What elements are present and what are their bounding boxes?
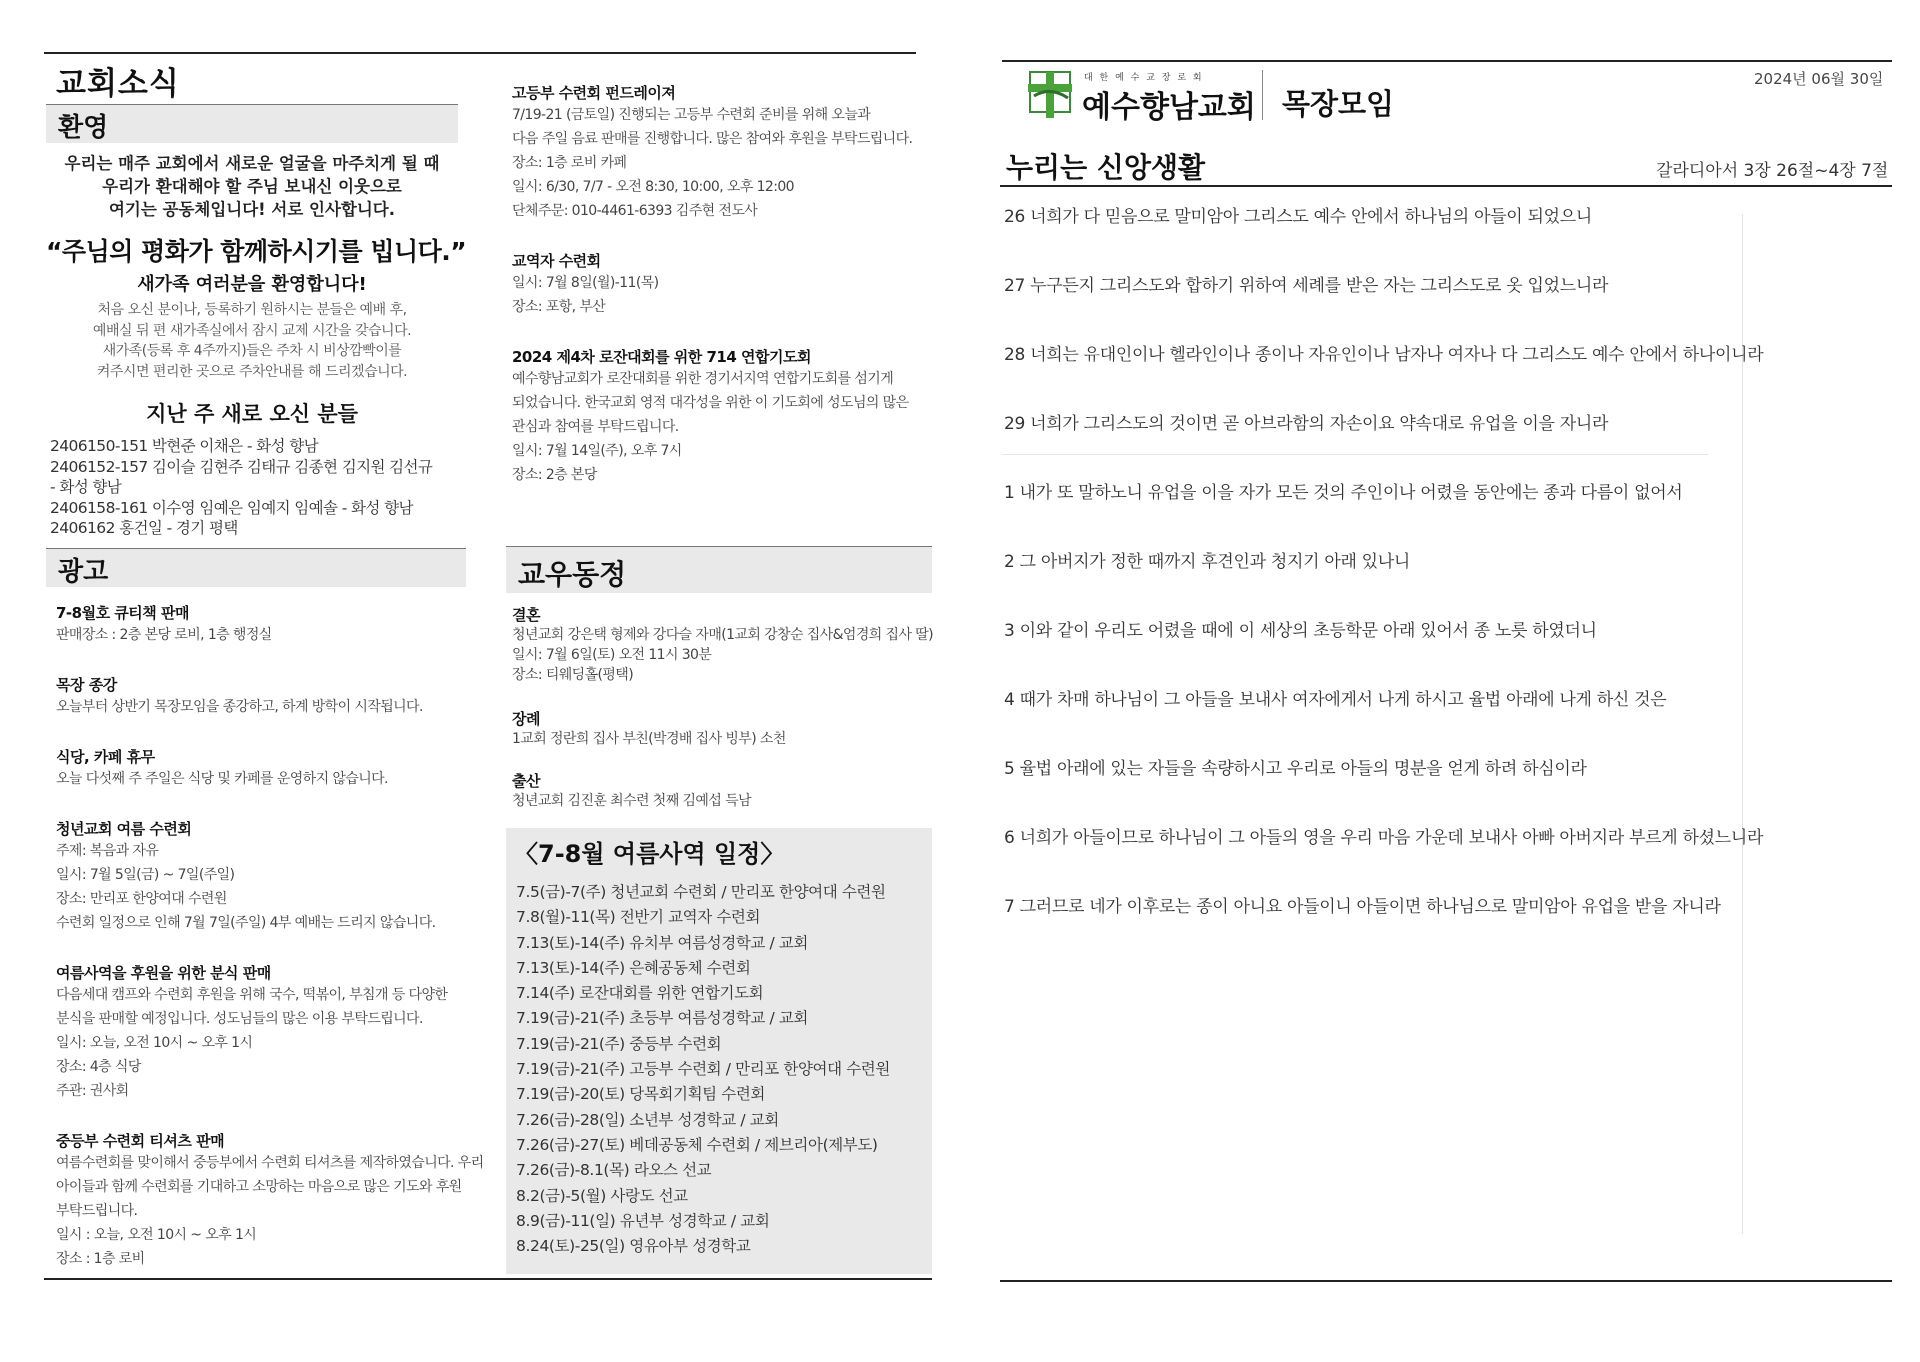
ad-line: 장소: 4층 식당 (56, 1059, 141, 1075)
schedule-box (506, 828, 932, 1274)
bulletin-date: 2024년 06월 30일 (1754, 70, 1884, 88)
newcomer-welcome-heading: 새가족 여러분을 환영합니다! (137, 274, 367, 295)
welcome-header (46, 104, 458, 143)
ad-line: 아이들과 함께 수련회를 기대하고 소망하는 마음으로 많은 기도와 후원 (56, 1179, 462, 1195)
notice-line: 7/19-21 (금토일) 진행되는 고등부 수련회 준비를 위해 오늘과 (512, 107, 871, 123)
news-title: 장례 (512, 710, 540, 728)
newcomer-info (46, 300, 458, 382)
ad-line: 분식을 판매할 예정입니다. 성도님들의 많은 이용 부탁드립니다. (56, 1011, 423, 1027)
schedule-item: 7.13(토)-14(주) 유치부 여름성경학교 / 교회 (516, 933, 808, 952)
newcomer-entry: 2406162 홍건일 - 경기 평택 (50, 519, 238, 537)
ad-title: 중등부 수련회 티셔츠 판매 (56, 1132, 225, 1150)
schedule-item: 7.13(토)-14(주) 은혜공동체 수련회 (516, 958, 751, 977)
ad-title: 식당, 카페 휴무 (56, 748, 155, 766)
notice-line: 관심과 참여를 부탁드립니다. (512, 419, 679, 435)
verse-line: 3 이와 같이 우리도 어렸을 때에 이 세상의 초등학문 아래 있어서 종 노릇 하였더니 (1004, 621, 1597, 641)
notice-item (512, 346, 909, 487)
ad-item (56, 1130, 484, 1271)
ad-line: 수련회 일정으로 인해 7월 7일(주일) 4부 예배는 드리지 않습니다. (56, 915, 436, 931)
section-title: 목장모임 (1282, 87, 1395, 121)
schedule-item: 7.19(금)-20(토) 당목회기획팀 수련회 (516, 1085, 765, 1104)
title-rule (1000, 185, 1892, 187)
schedule-item: 7.19(금)-21(주) 중등부 수련회 (516, 1034, 722, 1053)
newcomers-list (50, 436, 432, 539)
schedule-item: 7.19(금)-21(주) 초등부 여름성경학교 / 교회 (516, 1009, 808, 1028)
ad-line: 오늘 다섯째 주 주일은 식당 및 카페를 운영하지 않습니다. (56, 771, 388, 787)
news-line: 일시: 7월 6일(토) 오전 11시 30분 (512, 647, 712, 663)
schedule-item: 7.26(금)-8.1(목) 라오스 선교 (516, 1161, 712, 1180)
ad-line: 판매장소 : 2층 본당 로비, 1층 행정실 (56, 627, 272, 643)
denomination-label: 대 한 예 수 교 장 로 회 (1084, 73, 1204, 83)
welcome-heading: 환영 (58, 113, 109, 143)
schedule-list (516, 880, 890, 1259)
notice-line: 장소: 포항, 부산 (512, 299, 606, 315)
ad-line: 부탁드립니다. (56, 1203, 138, 1219)
schedule-item: 7.14(주) 로잔대회를 위한 연합기도회 (516, 984, 764, 1003)
news-heading: 교우동정 (518, 558, 627, 591)
ad-line: 장소 : 1층 로비 (56, 1251, 145, 1267)
peace-quote: “주님의 평화가 함께하시기를 빕니다.” (46, 237, 467, 266)
bottom-rule-left (44, 1278, 932, 1280)
church-name: 예수향남교회 (1082, 90, 1256, 125)
notice-line: 장소: 1층 로비 카페 (512, 155, 627, 171)
church-news-title: 교회소식 (56, 66, 180, 102)
schedule-item: 7.8(월)-11(목) 전반기 교역자 수련회 (516, 908, 761, 927)
ad-item (56, 674, 423, 719)
schedule-heading: 〈7-8월 여름사역 일정〉 (514, 840, 785, 868)
verse-separator (1002, 454, 1708, 455)
newcomers-title: 지난 주 새로 오신 분들 (146, 402, 358, 426)
notice-line: 일시: 6/30, 7/7 - 오전 8:30, 10:00, 오후 12:00 (512, 179, 794, 195)
ad-title: 여름사역을 후원을 위한 분식 판매 (56, 964, 271, 982)
notice-line: 일시: 7월 14일(주), 오후 7시 (512, 443, 682, 459)
ad-item (56, 602, 272, 647)
notice-item (512, 82, 912, 223)
notice-line: 일시: 7월 8일(월)-11(목) (512, 275, 659, 291)
schedule-item: 7.26(금)-28(일) 소년부 성경학교 / 교회 (516, 1110, 779, 1129)
ads-heading: 광고 (58, 557, 109, 587)
ad-title: 목장 종강 (56, 676, 117, 694)
scripture-reference: 갈라디아서 3장 26절~4장 7절 (1656, 161, 1889, 181)
notice-line: 다음 주일 음료 판매를 진행합니다. 많은 참여와 후원을 부탁드립니다. (512, 131, 913, 147)
notice-title: 2024 제4차 로잔대회를 위한 714 연합기도회 (512, 348, 811, 366)
news-item (512, 708, 786, 749)
top-rule (44, 52, 916, 54)
verse-line: 1 내가 또 말하노니 유업을 이을 자가 모든 것의 주인이나 어렸을 동안에는 종과 다름이 없어서 (1004, 483, 1683, 503)
news-line: 장소: 티웨딩홀(평택) (512, 667, 634, 683)
news-item (512, 770, 751, 811)
verse-line: 27 누구든지 그리스도와 합하기 위하여 세례를 받은 자는 그리스도로 옷 입었느니라 (1004, 276, 1609, 296)
schedule-item: 8.24(토)-25(일) 영유아부 성경학교 (516, 1237, 751, 1256)
verse-line: 28 너희는 유대인이나 헬라인이나 종이나 자유인이나 남자나 여자나 다 그리스도 예수 안에서 하나이니라 (1004, 345, 1764, 365)
notice-line: 되었습니다. 한국교회 영적 대각성을 위한 이 기도회에 성도님의 많은 (512, 395, 909, 411)
ad-item (56, 962, 447, 1103)
newcomer-entry: - 화성 향남 (50, 478, 122, 496)
sermon-title: 누리는 신앙생활 (1006, 151, 1206, 184)
news-item (512, 604, 933, 685)
newcomer-entry: 2406152-157 김이슬 김현주 김태규 김종현 김지원 김선규 (50, 457, 433, 476)
info-line: 켜주시면 편리한 곳으로 주차안내를 해 드리겠습니다. (96, 363, 408, 380)
verse-line: 7 그러므로 네가 이후로는 종이 아니요 아들이니 아들이면 하나님으로 말미암아 유업을 받을 자니라 (1004, 897, 1721, 917)
news-line: 1교회 정란희 집사 부친(박경배 집사 빙부) 소천 (512, 731, 786, 747)
welcome-message (46, 152, 458, 221)
schedule-item: 7.5(금)-7(주) 청년교회 수련회 / 만리포 한양여대 수련원 (516, 883, 886, 901)
schedule-item: 7.26(금)-27(토) 베데공동체 수련회 / 제브리아(제부도) (516, 1135, 878, 1154)
schedule-item: 7.19(금)-21(주) 고등부 수련회 / 만리포 한양여대 수련원 (516, 1060, 890, 1079)
newcomer-entry: 2406150-151 박현준 이채은 - 화성 향남 (50, 437, 318, 455)
ad-line: 다음세대 캠프와 수련회 후원을 위해 국수, 떡볶이, 부침개 등 다양한 (56, 987, 448, 1003)
notice-title: 고등부 수련회 펀드레이져 (512, 84, 676, 102)
notice-item (512, 250, 659, 319)
news-title: 결혼 (512, 606, 540, 624)
ad-item (56, 746, 388, 791)
top-rule-right (1002, 60, 1892, 62)
verse-line: 6 너희가 아들이므로 하나님이 그 아들의 영을 우리 마음 가운데 보내사 아빠 아버지라 부르게 하셨느니라 (1004, 828, 1764, 848)
welcome-line: 여기는 공동체입니다! 서로 인사합니다. (108, 200, 396, 219)
news-line: 청년교회 김진훈 최수련 첫째 김예섭 득남 (512, 793, 751, 809)
verse-column-guide (1742, 214, 1743, 1234)
schedule-item: 8.2(금)-5(월) 사랑도 선교 (516, 1186, 688, 1205)
news-title: 출산 (512, 772, 540, 790)
ads-header (46, 548, 466, 587)
notice-line: 장소: 2층 본당 (512, 467, 597, 483)
ad-item (56, 818, 435, 935)
ad-line: 일시: 7월 5일(금) ~ 7일(주일) (56, 867, 235, 883)
welcome-line: 우리는 매주 교회에서 새로운 얼굴을 마주치게 될 때 (64, 154, 440, 173)
notice-title: 교역자 수련회 (512, 252, 601, 270)
ad-line: 장소: 만리포 한양여대 수련원 (56, 891, 227, 907)
ad-line: 주제: 복음과 자유 (56, 843, 159, 859)
notice-line: 예수향남교회가 로잔대회를 위한 경기서지역 연합기도회를 섬기게 (512, 371, 894, 387)
ad-line: 주관: 권사회 (56, 1083, 129, 1099)
news-line: 청년교회 강은택 형제와 강다슬 자매(1교회 강창순 집사&엄경희 집사 딸) (512, 627, 934, 643)
verse-line: 29 너희가 그리스도의 것이면 곧 아브라함의 자손이요 약속대로 유업을 이을 자니라 (1004, 414, 1609, 434)
info-line: 처음 오신 분이나, 등록하기 원하시는 분들은 예배 후, (97, 302, 407, 318)
notice-line: 단체주문: 010-4461-6393 김주현 전도사 (512, 203, 758, 219)
ad-title: 7-8월호 큐티책 판매 (56, 604, 189, 622)
info-line: 예배실 뒤 편 새가족실에서 잠시 교제 시간을 갖습니다. (92, 322, 412, 339)
ad-line: 일시: 오늘, 오전 10시 ~ 오후 1시 (56, 1035, 253, 1051)
church-logo-icon (1024, 66, 1076, 118)
ad-line: 여름수련회를 맞이해서 중등부에서 수련회 티셔츠를 제작하였습니다. 우리 (56, 1155, 484, 1171)
verse-line: 5 율법 아래에 있는 자들을 속량하시고 우리로 아들의 명분을 얻게 하려 하심이라 (1004, 759, 1587, 779)
welcome-line: 우리가 환대해야 할 주님 보내신 이웃으로 (102, 177, 402, 196)
ad-line: 일시 : 오늘, 오전 10시 ~ 오후 1시 (56, 1227, 257, 1243)
verse-line: 4 때가 차매 하나님이 그 아들을 보내사 여자에게서 나게 하시고 율법 아래에 나게 하신 것은 (1004, 690, 1667, 710)
ad-line: 오늘부터 상반기 목장모임을 종강하고, 하계 방학이 시작됩니다. (56, 699, 423, 715)
verse-line: 2 그 아버지가 정한 때까지 후견인과 청지기 아래 있나니 (1004, 552, 1411, 572)
verse-line: 26 너희가 다 믿음으로 말미암아 그리스도 예수 안에서 하나님의 아들이 되었으니 (1004, 207, 1592, 227)
ad-title: 청년교회 여름 수련회 (56, 820, 192, 838)
info-line: 새가족(등록 후 4주까지)들은 주차 시 비상깜빡이를 (102, 343, 402, 359)
bottom-rule-right (1000, 1280, 1892, 1282)
newcomer-entry: 2406158-161 이수영 임예은 임예지 임예솔 - 화성 향남 (50, 498, 413, 517)
schedule-item: 8.9(금)-11(일) 유년부 성경학교 / 교회 (516, 1211, 770, 1230)
header-divider (1262, 70, 1263, 120)
news-header (506, 546, 932, 593)
